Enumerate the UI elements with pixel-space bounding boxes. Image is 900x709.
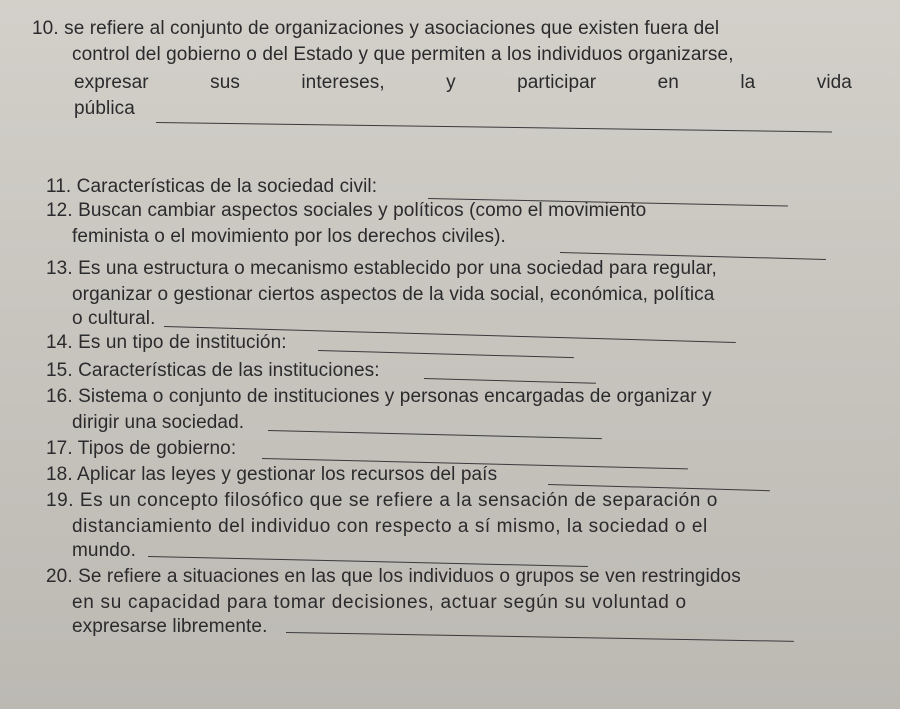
q10-word: sus (210, 72, 240, 93)
q11-line1: 11. Características de la sociedad civil: (46, 176, 378, 197)
answer-blank-q14 (318, 350, 574, 358)
q15-line1: 15. Características de las instituciones: (46, 360, 380, 381)
q10-word: en (657, 72, 679, 93)
q10-line4: pública (74, 98, 135, 119)
q13-line2: organizar o gestionar ciertos aspectos de la vida social, económica, política (72, 284, 715, 305)
q10-line1: 10. se refiere al conjunto de organizaciones y asociaciones que existen fuera del (32, 18, 720, 39)
q10-word: la (740, 72, 756, 93)
q16-line2: dirigir una sociedad. (72, 412, 245, 433)
q10-word: y (446, 72, 456, 93)
q12-line2: feminista o el movimiento por los derechos civiles). (72, 226, 506, 247)
q20-line1: 20. Se refiere a situaciones en las que los individuos o grupos se ven restringidos (46, 566, 741, 587)
q19-line1: 19. Es un concepto filosófico que se refiere a la sensación de separación o (46, 490, 718, 511)
answer-blank-q20 (286, 632, 794, 642)
q13-line3: o cultural. (72, 308, 156, 329)
answer-blank-q16 (268, 430, 602, 439)
q12-line1: 12. Buscan cambiar aspectos sociales y políticos (como el movimiento (46, 200, 647, 221)
q19-line3: mundo. (72, 540, 136, 561)
q10-word: vida (816, 72, 852, 93)
q10-line3 (74, 72, 852, 94)
q20-line3: expresarse libremente. (72, 616, 268, 637)
q10-line2: control del gobierno o del Estado y que permiten a los individuos organizarse, (72, 44, 734, 65)
q16-line1: 16. Sistema o conjunto de instituciones y personas encargadas de organizar y (46, 386, 712, 407)
answer-blank-q10 (156, 122, 832, 132)
q10-word: participar (517, 72, 597, 93)
q10-word: intereses, (301, 72, 385, 93)
q18-line1: 18. Aplicar las leyes y gestionar los recursos del país (46, 464, 498, 485)
q20-line2: en su capacidad para tomar decisiones, actuar según su voluntad o (72, 592, 687, 613)
q13-line1: 13. Es una estructura o mecanismo establecido por una sociedad para regular, (46, 258, 717, 279)
q19-line2: distanciamiento del individuo con respecto a sí mismo, la sociedad o el (72, 516, 708, 537)
q10-word: expresar (74, 72, 149, 93)
answer-blank-q15 (424, 378, 596, 384)
q14-line1: 14. Es un tipo de institución: (46, 332, 287, 353)
q17-line1: 17. Tipos de gobierno: (46, 438, 237, 459)
